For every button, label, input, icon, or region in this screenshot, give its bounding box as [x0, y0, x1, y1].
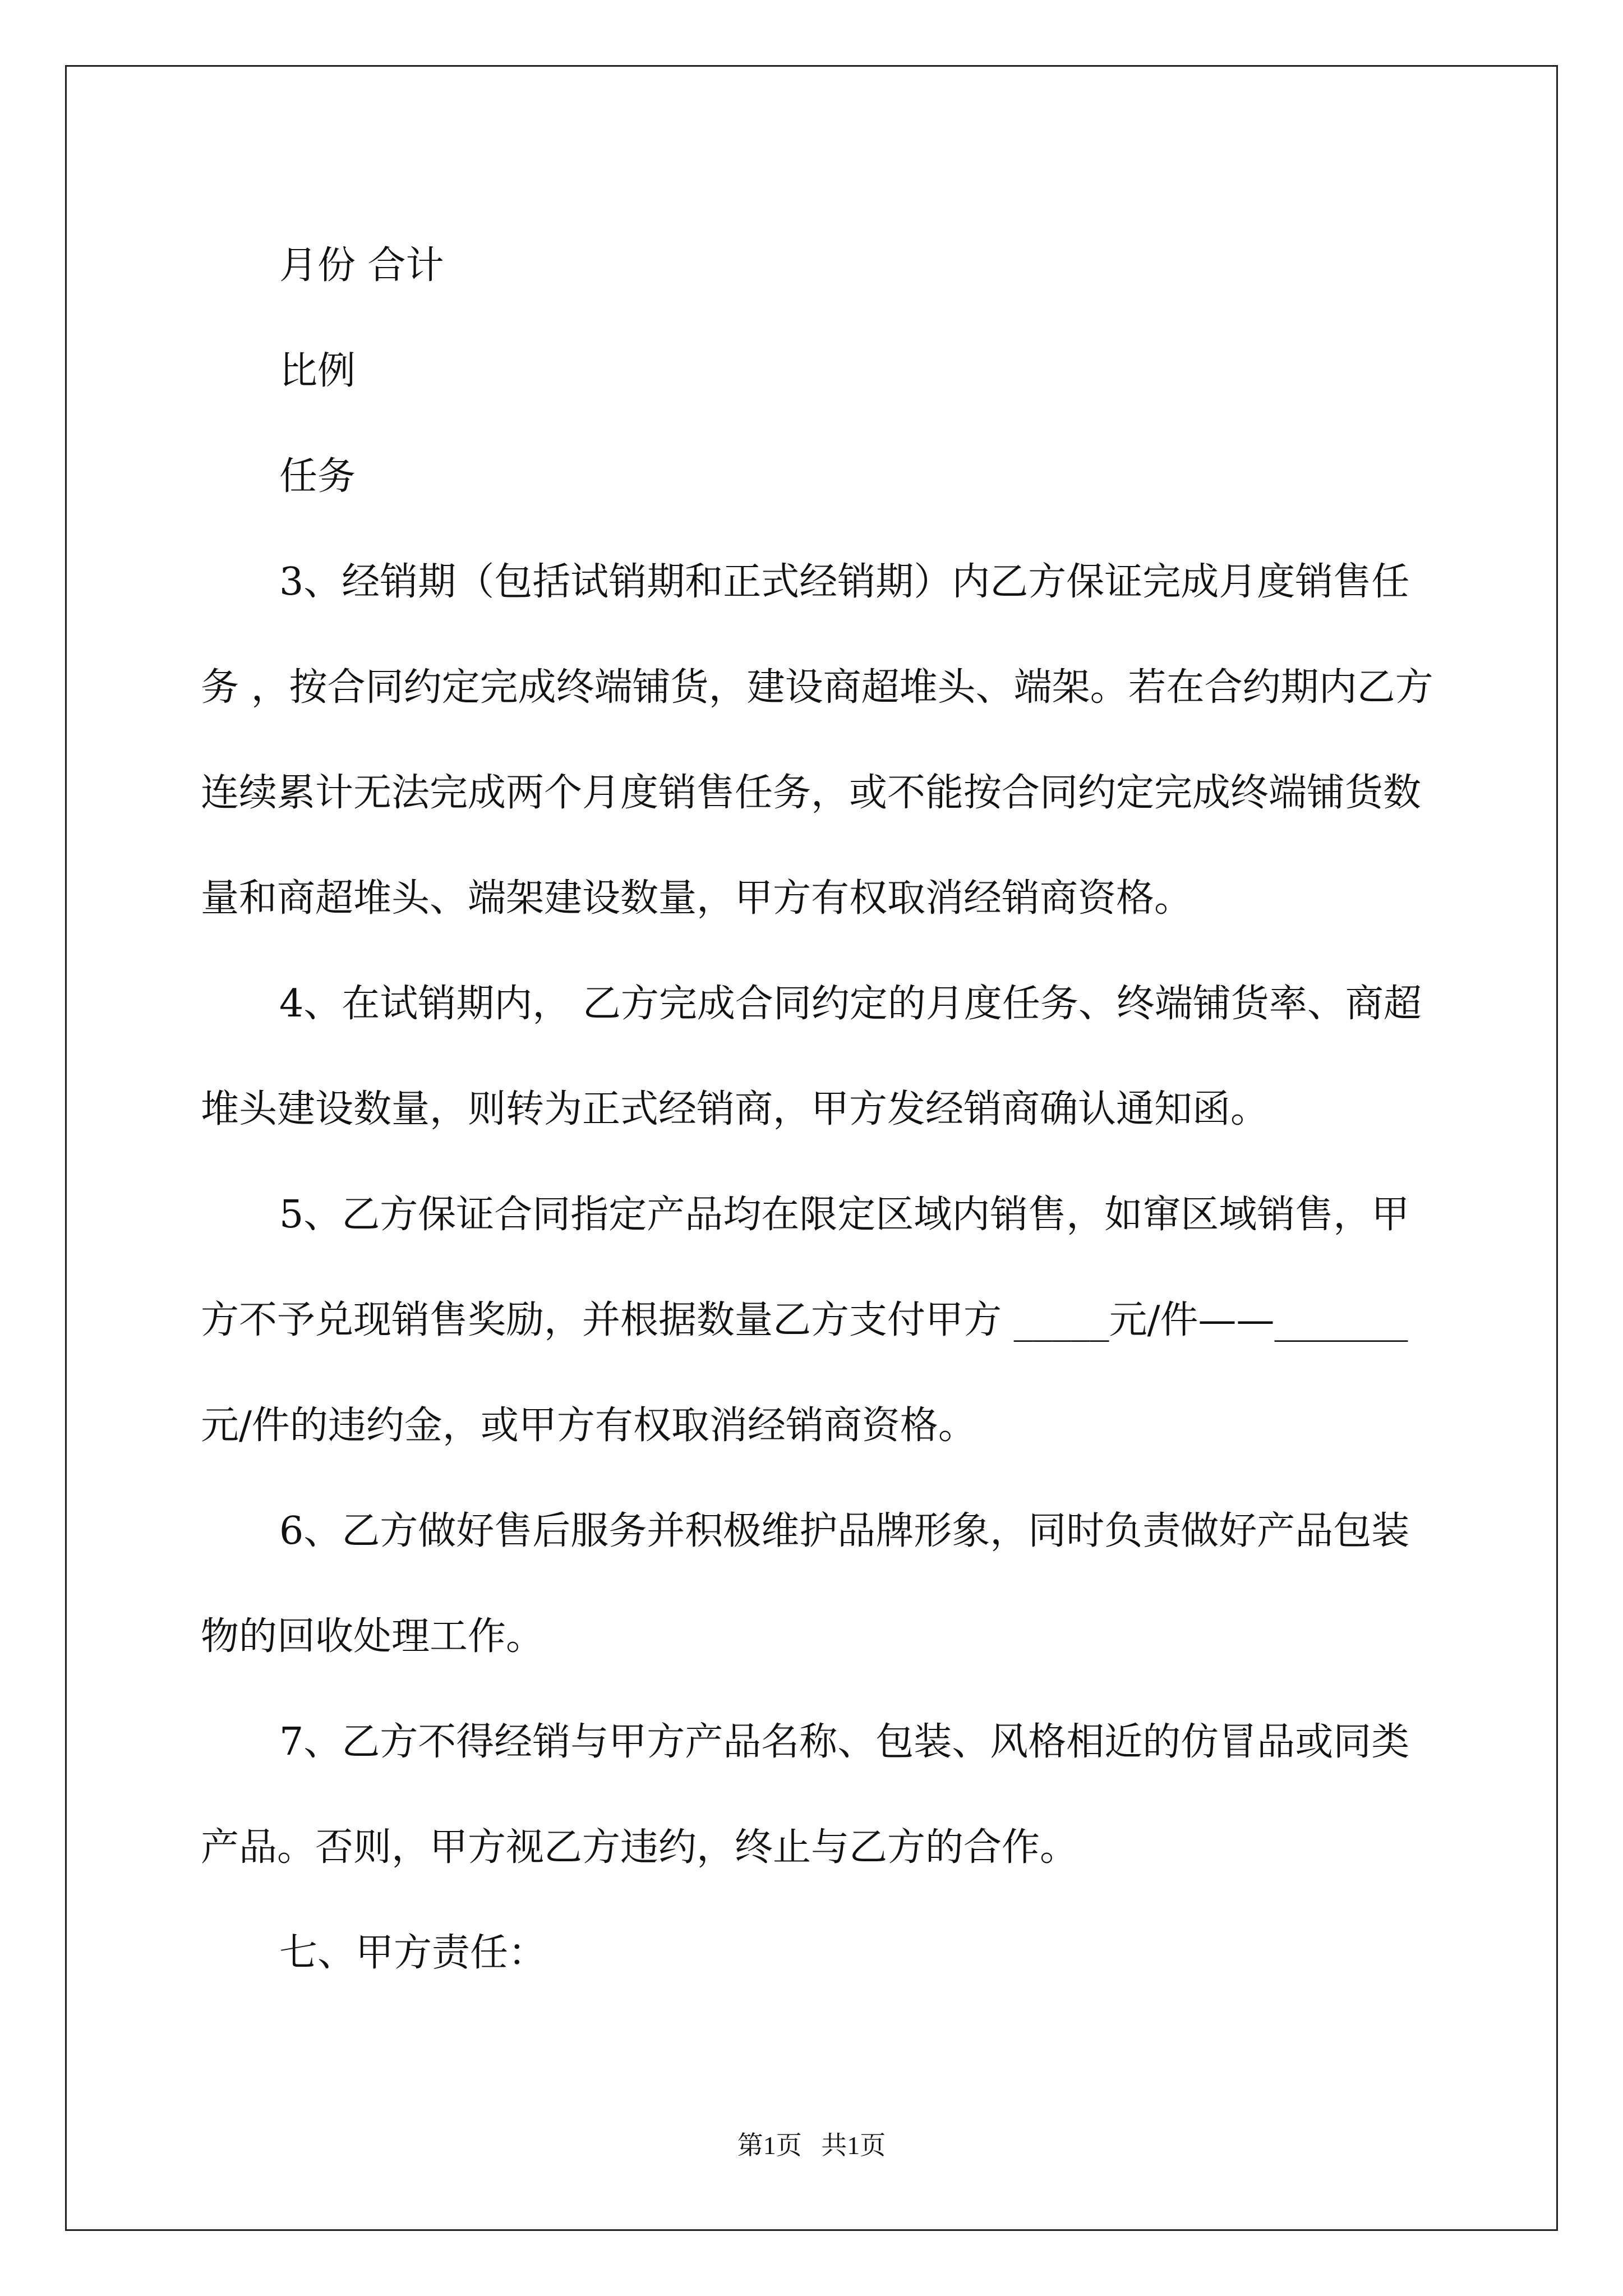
page-number-footer: 第1页 共1页	[737, 2131, 886, 2160]
paragraph-task: 任务	[279, 454, 356, 499]
paragraph-ratio: 比例	[279, 349, 356, 393]
paragraph-month-total: 月份 合计	[279, 243, 444, 288]
paragraph-clause-4: 4、在试销期内， 乙方完成合同约定的月度任务、终端铺货率、商超堆头建设数量，则转为正式经销商，甲方发经销商确认通知函。	[201, 982, 1422, 1131]
paragraph-clause-6: 6、乙方做好售后服务并积极维护品牌形象，同时负责做好产品包装物的回收处理工作。	[201, 1509, 1410, 1659]
paragraph-clause-3: 3、经销期（包括试销期和正式经销期）内乙方保证完成月度销售任务 ，按合同约定完成终端铺货，建设商超堆头、端架。若在合约期内乙方连续累计无法完成两个月度销售任务，或不能按合同约定完成终端铺货数量和商超堆头、端架建设数量，甲方有权取消经销商资格。	[201, 560, 1433, 921]
paragraph-clause-7: 7、乙方不得经销与甲方产品名称、包装、风格相近的仿冒品或同类产品。否则，甲方视乙方违约，终止与乙方的合作。	[201, 1720, 1410, 1870]
paragraph-clause-5: 5、乙方保证合同指定产品均在限定区域内销售，如窜区域销售，甲方不予兑现销售奖励，并根据数量乙方支付甲方 _____元/件——_______元/件的违约金，或甲方有权取消经销商资格。	[201, 1193, 1410, 1448]
section-heading-party-a-responsibility: 七、甲方责任：	[279, 1931, 547, 1975]
document-body	[201, 213, 1435, 2006]
